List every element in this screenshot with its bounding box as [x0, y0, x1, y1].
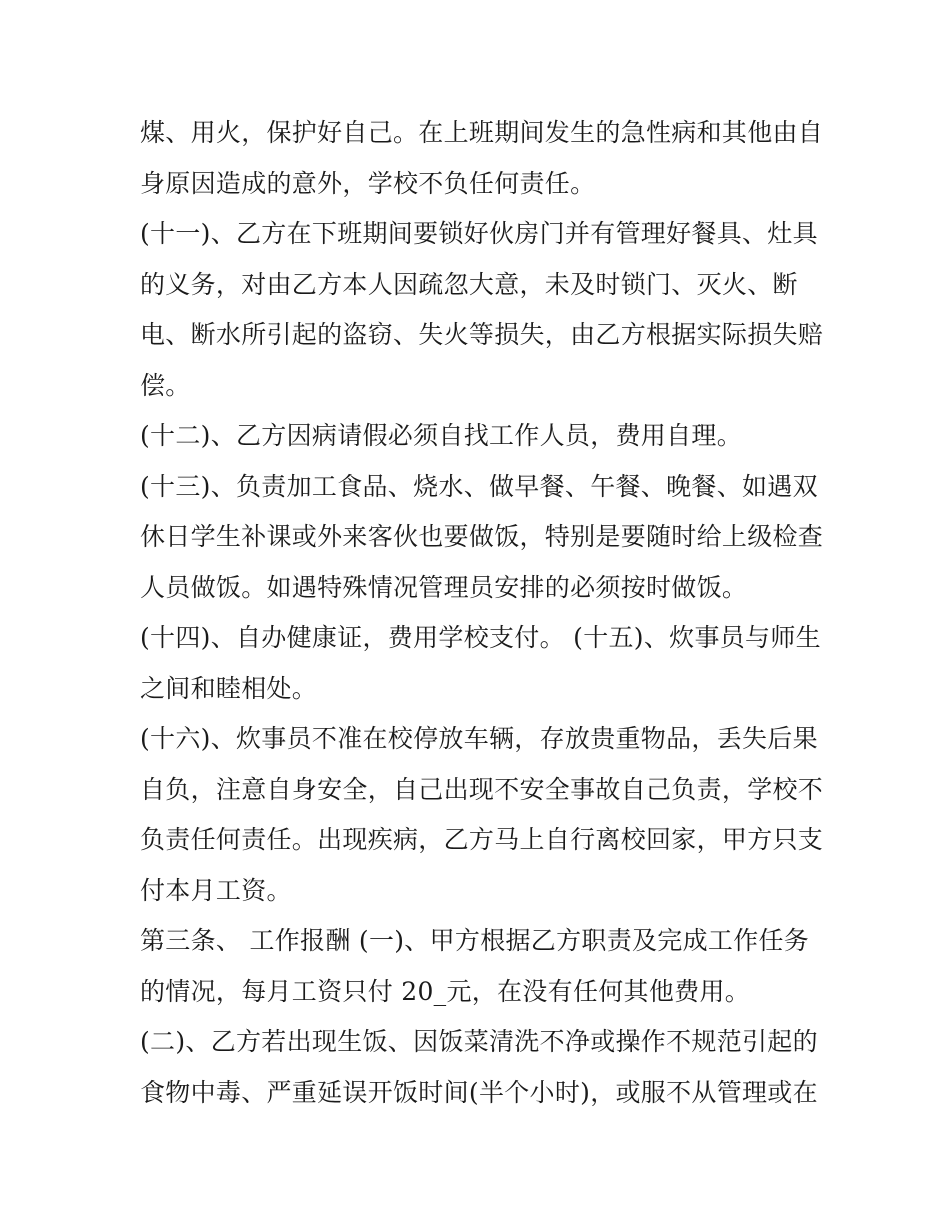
text-line: 负责任何责任。出现疾病，乙方马上自行离校回家，甲方只支: [140, 825, 824, 854]
text-line: 休日学生补课或外来客伙也要做饭，特别是要随时给上级检查: [140, 522, 824, 551]
text-line: 自负，注意自身安全，自己出现不安全事故自己负责，学校不: [140, 774, 824, 804]
paragraph-item-12: [140, 411, 820, 462]
paragraph-item-16: [140, 714, 824, 916]
text-line: 第三条、 工作报酬 (一)、甲方根据乙方职责及完成工作任务: [140, 926, 810, 955]
text-line: 之间和睦相处。: [140, 673, 318, 703]
text-line: 身原因造成的意外，学校不负任何责任。: [140, 168, 596, 198]
text-line: 付本月工资。: [140, 875, 292, 905]
text-line: 人员做饭。如遇特殊情况管理员安排的必须按时做饭。: [140, 572, 748, 602]
text-line: (十四)、自办健康证，费用学校支付。 (十五)、炊事员与师生: [140, 623, 821, 652]
paragraph-article-3: [140, 916, 820, 1017]
text-line: 电、断水所引起的盗窃、失火等损失，由乙方根据实际损失赔: [140, 320, 824, 349]
text-line: 煤、用火，保护好自己。在上班期间发生的急性病和其他由自: [140, 118, 824, 147]
text-line: 食物中毒、严重延误开饭时间(半个小时)，或服不从管理或在: [140, 1077, 818, 1107]
document-body: [140, 108, 824, 1118]
text-line: 偿。: [140, 370, 191, 400]
paragraph-item-2: [140, 1017, 820, 1118]
paragraph-item-14-15: [140, 613, 820, 714]
text-line: (十三)、负责加工食品、烧水、做早餐、午餐、晚餐、如遇双: [140, 471, 818, 501]
text-line: (十一)、乙方在下班期间要锁好伙房门并有管理好餐具、灶具: [140, 219, 818, 248]
paragraph-item-11: [140, 209, 824, 411]
text-line: (十六)、炊事员不准在校停放车辆，存放贵重物品，丢失后果: [140, 724, 818, 753]
paragraph-safety: [140, 108, 824, 209]
text-line: 的义务，对由乙方本人因疏忽大意，未及时锁门、灭火、断: [140, 269, 798, 299]
paragraph-item-13: [140, 462, 824, 614]
text-line: (二)、乙方若出现生饭、因饭菜清洗不净或操作不规范引起的: [140, 1027, 818, 1056]
text-line: 的情况，每月工资只付 20_元，在没有任何其他费用。: [140, 976, 751, 1006]
text-line: (十二)、乙方因病请假必须自找工作人员，费用自理。: [140, 421, 743, 450]
